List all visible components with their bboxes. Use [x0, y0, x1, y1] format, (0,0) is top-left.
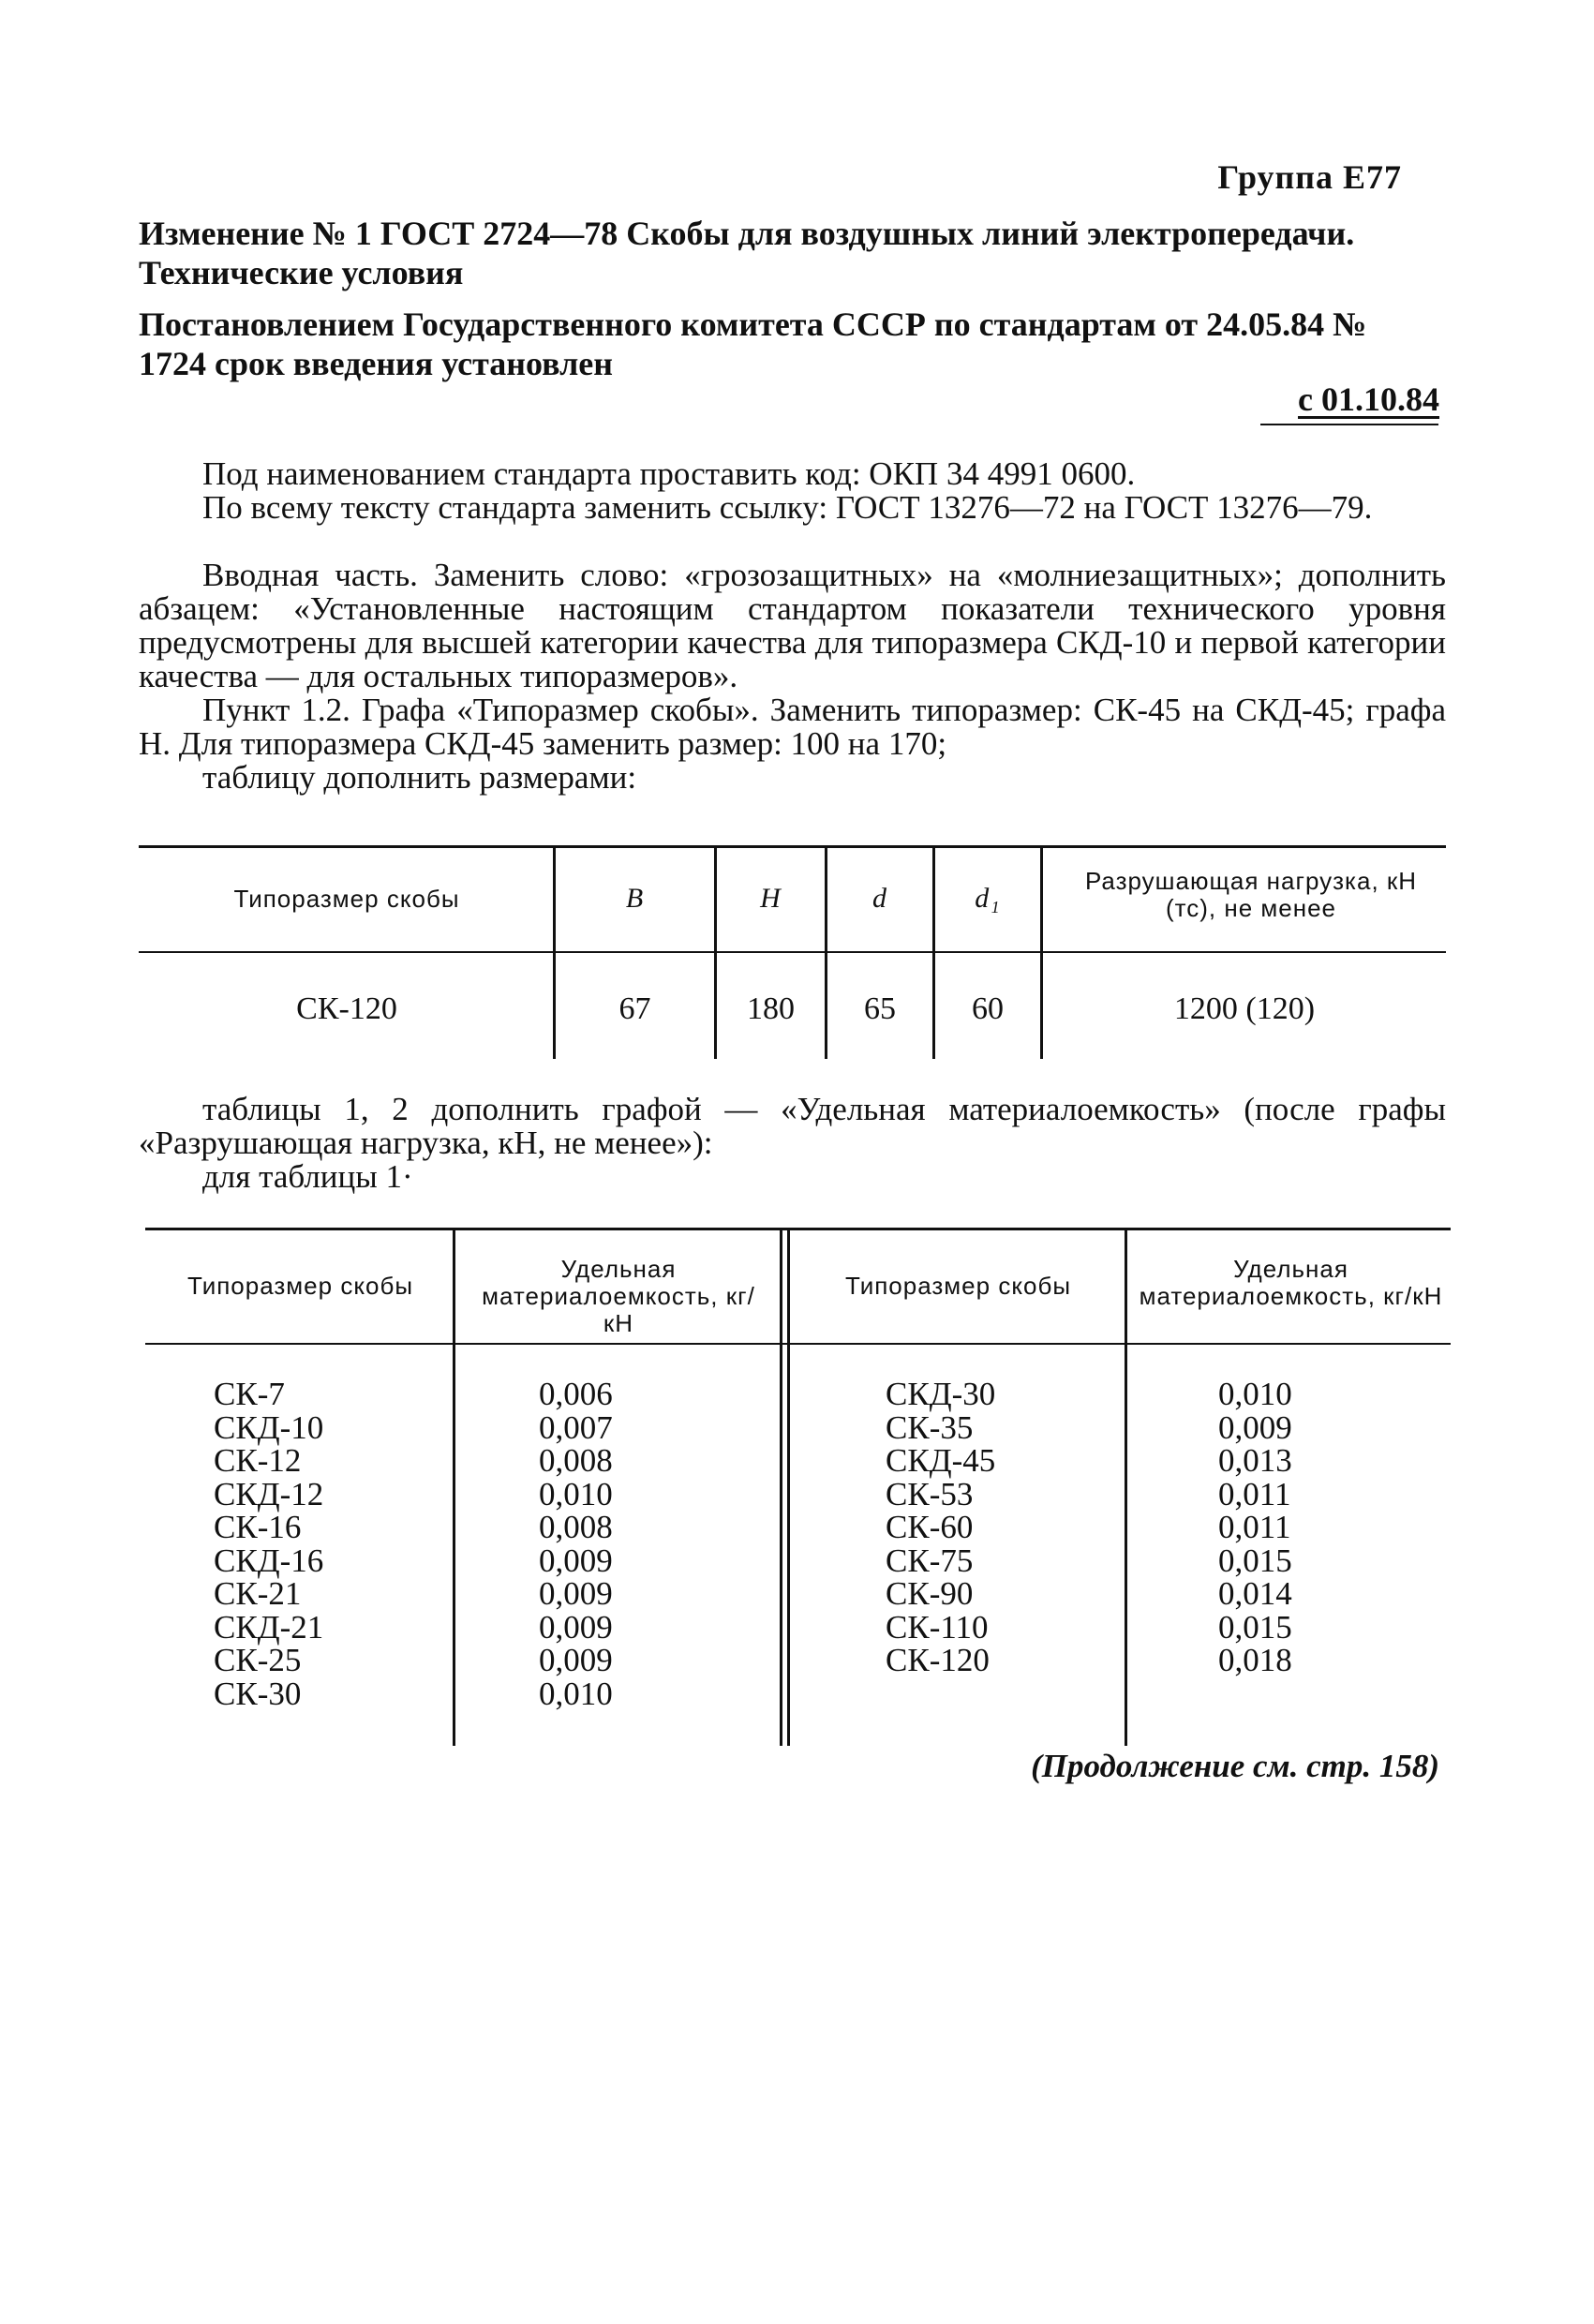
cell-load: 1200 (120) — [1173, 991, 1316, 1026]
header-size-right: Типоразмер скобы — [844, 1272, 1072, 1300]
header-size: Типоразмер скобы — [233, 885, 460, 913]
table-cell-size: СКД-12 — [214, 1475, 324, 1512]
table-cell-value: 0,009 — [539, 1642, 613, 1678]
table-cell-value: 0,009 — [539, 1542, 613, 1579]
table-cell-value: 0,014 — [1218, 1575, 1292, 1612]
table-cell-value: 0,007 — [539, 1408, 613, 1446]
table-cell-size: СК-53 — [886, 1475, 974, 1512]
table-cell-value: 0,010 — [1218, 1376, 1292, 1412]
table-cell-size: СК-110 — [886, 1608, 989, 1646]
table-cell-value: 0,006 — [539, 1376, 613, 1412]
header-size-left: Типоразмер скобы — [186, 1272, 414, 1300]
table-cell-value: 0,011 — [1218, 1509, 1291, 1545]
table-col-divider — [1125, 1230, 1127, 1746]
table-cell-value: 0,009 — [539, 1575, 613, 1612]
paragraph-for-table-1: для таблицы 1· — [202, 1158, 413, 1195]
table-cell-value: 0,011 — [1218, 1475, 1291, 1512]
group-label: Группа Е77 — [1217, 158, 1402, 196]
table-cell-size: СК-90 — [886, 1575, 974, 1612]
table-cell-value: 0,018 — [1218, 1642, 1292, 1678]
table-rule-header — [145, 1343, 1451, 1345]
table-cell-size: СК-21 — [214, 1575, 302, 1612]
table-cell-size: СКД-10 — [214, 1408, 324, 1446]
header-load: Разрушающая нагрузка, кН (тс), не менее — [1084, 867, 1418, 922]
cell-d1: 60 — [972, 991, 1004, 1026]
table-cell-value: 0,009 — [539, 1608, 613, 1646]
table-rule-top — [145, 1228, 1451, 1230]
paragraph-okp-code: Под наименованием стандарта проставить код: ОКП 34 4991 0600. — [202, 455, 1136, 492]
table-col-divider — [780, 1230, 782, 1746]
left-size-column — [214, 1378, 323, 1710]
table-col-divider — [825, 848, 827, 1059]
table-cell-size: СК-30 — [214, 1675, 302, 1712]
cell-d: 65 — [864, 991, 896, 1026]
table-cell-size: СК-60 — [886, 1509, 974, 1545]
table-col-divider — [453, 1230, 455, 1746]
right-value-column — [1218, 1378, 1292, 1677]
table-col-divider — [553, 848, 556, 1059]
table-cell-size: СК-120 — [886, 1642, 990, 1678]
right-size-column — [886, 1378, 995, 1677]
header-b: В — [625, 883, 645, 914]
table-col-divider — [787, 1230, 790, 1746]
effective-date: с 01.10.84 — [1298, 380, 1439, 418]
table-cell-value: 0,009 — [1218, 1408, 1292, 1446]
effective-date-rule — [1260, 424, 1438, 425]
header-d1: d₁ — [975, 883, 1001, 914]
table-cell-size: СК-75 — [886, 1542, 974, 1579]
header-material-right: Удельная материалоемкость, кг/кН — [1139, 1255, 1443, 1310]
paragraph-add-column: таблицы 1, 2 дополнить графой — «Удельная материалоемкость» (после графы «Разрушающая нагрузка, кН, не менее»): — [139, 1091, 1446, 1161]
table-col-divider — [1040, 848, 1043, 1059]
paragraph-intro-section: Вводная часть. Заменить слово: «грозозащитных» на «молниезащитных»; дополнить абзацем: «Установленные настоящим стандартом показатели технического уровня предусмотрены для высшей категории качества для типоразмера СКД-10 и первой категории качества — для остальных типоразмеров». — [139, 557, 1446, 694]
table-col-divider — [714, 848, 717, 1059]
table-rule-top — [139, 845, 1446, 848]
table-cell-size: СКД-21 — [214, 1608, 324, 1646]
table-cell-size: СК-25 — [214, 1642, 302, 1678]
table-cell-value: 0,008 — [539, 1509, 613, 1545]
table-cell-size: СКД-45 — [886, 1442, 996, 1479]
continuation-note: (Продолжение см. стр. 158) — [1031, 1748, 1439, 1784]
table-cell-value: 0,015 — [1218, 1542, 1292, 1579]
cell-b: 67 — [618, 991, 651, 1026]
table-cell-value: 0,013 — [1218, 1442, 1292, 1479]
table-cell-value: 0,015 — [1218, 1608, 1292, 1646]
header-material-left: Удельная материалоемкость, кг/кН — [482, 1255, 755, 1337]
table-cell-size: СК-16 — [214, 1509, 302, 1545]
paragraph-gost-reference: По всему тексту стандарта заменить ссылку: ГОСТ 13276—72 на ГОСТ 13276—79. — [202, 489, 1373, 526]
amendment-title: Изменение № 1 ГОСТ 2724—78 Скобы для воздушных линий электропередачи. Технические условия — [139, 215, 1355, 291]
left-value-column — [539, 1378, 613, 1710]
paragraph-add-sizes: таблицу дополнить размерами: — [202, 759, 637, 796]
table-cell-size: СКД-30 — [886, 1376, 996, 1412]
table-col-divider — [932, 848, 935, 1059]
table-rule-header — [139, 951, 1446, 953]
table-cell-value: 0,010 — [539, 1475, 613, 1512]
table-cell-value: 0,010 — [539, 1675, 613, 1712]
decree-text: Постановлением Государственного комитета СССР по стандартам от 24.05.84 № 1724 срок введения установлен — [139, 305, 1367, 382]
table-cell-value: 0,008 — [539, 1442, 613, 1479]
cell-h: 180 — [747, 991, 795, 1026]
paragraph-item-1-2: Пункт 1.2. Графа «Типоразмер скобы». Заменить типоразмер: СК-45 на СКД-45; графа H. Для типоразмера СКД-45 заменить размер: 100 на 170; — [139, 692, 1446, 762]
header-d: d — [872, 883, 887, 914]
table-cell-size: СК-35 — [886, 1408, 974, 1446]
table-cell-size: СК-12 — [214, 1442, 302, 1479]
cell-size: СК-120 — [296, 991, 397, 1026]
header-h: Н — [760, 883, 782, 914]
table-cell-size: СКД-16 — [214, 1542, 324, 1579]
table-cell-size: СК-7 — [214, 1376, 285, 1412]
